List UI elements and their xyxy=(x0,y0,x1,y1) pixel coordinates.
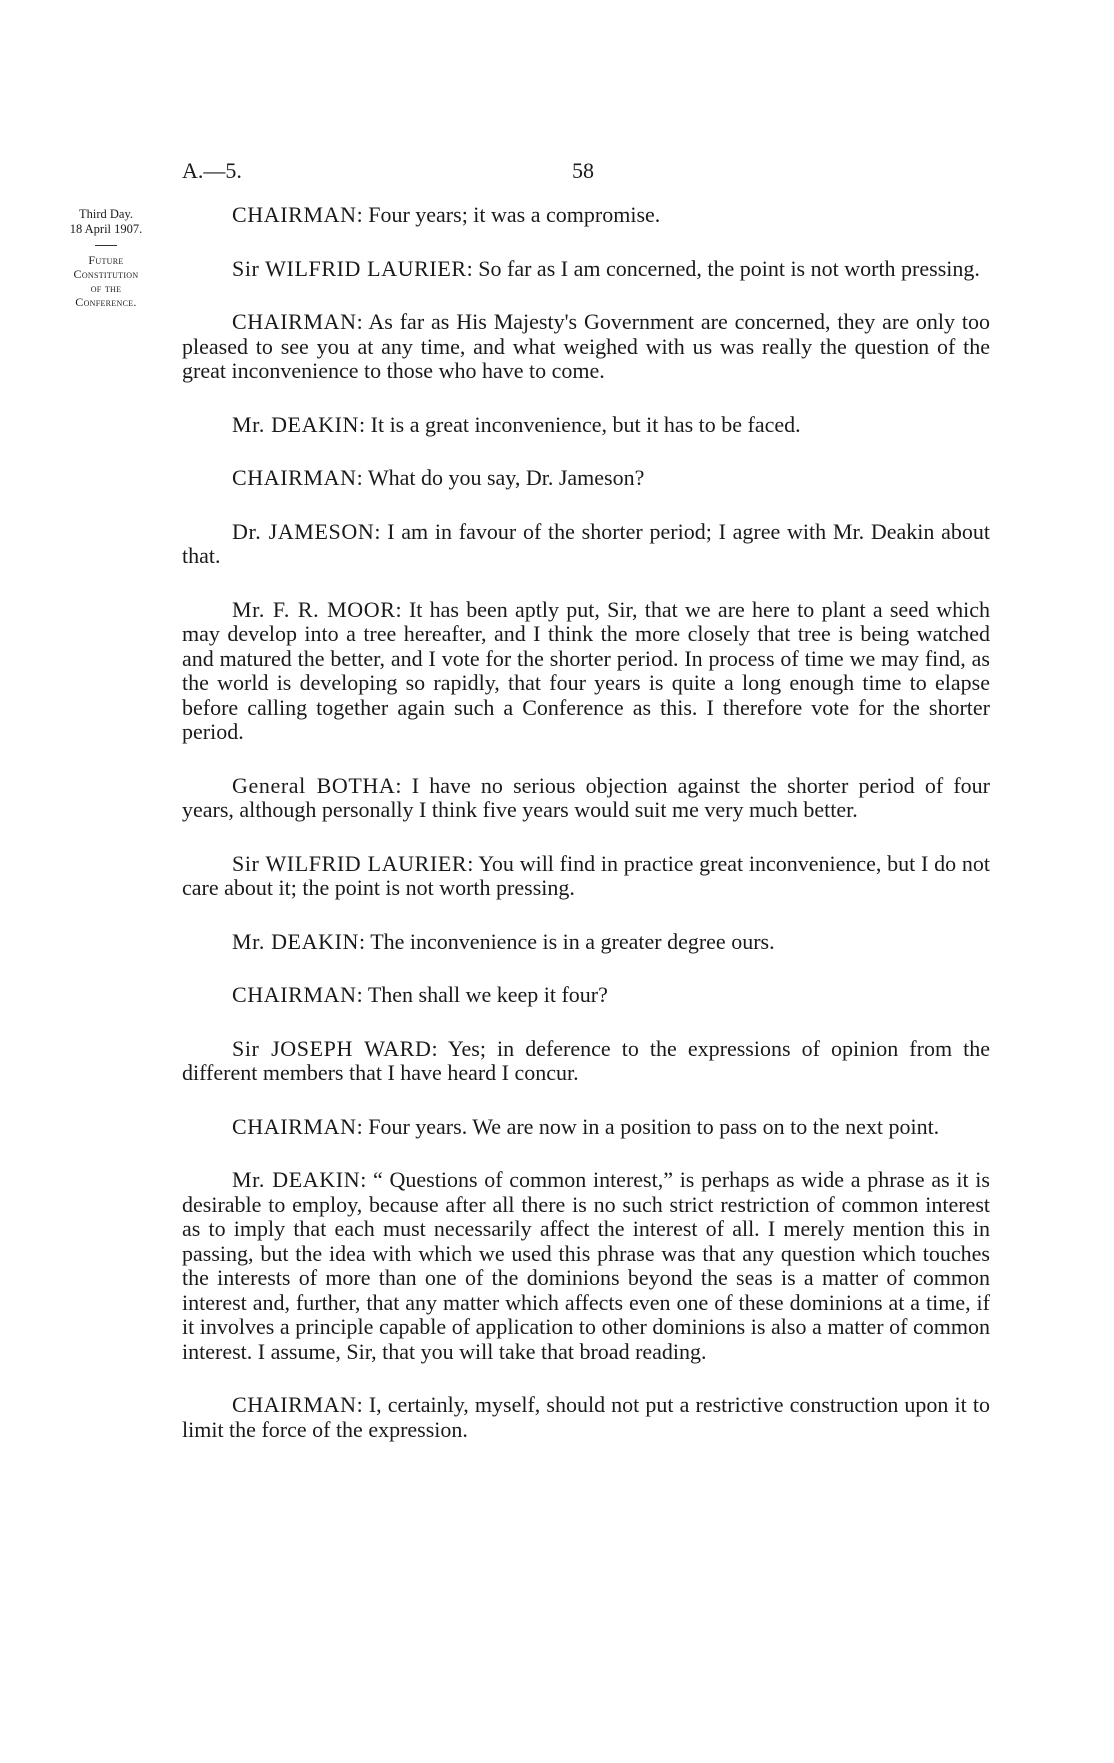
margin-note-topic-line: Conference. xyxy=(75,295,137,309)
margin-note-topic-line: Constitution xyxy=(73,267,139,281)
speaker-name: Mr. DEAKIN xyxy=(232,1167,361,1192)
transcript-paragraph: Mr. F. R. MOOR: It has been aptly put, Sir, that we are here to plant a seed which may develop into a tree hereafter, and I think the more closely that tree is being watched and matured the better, and I vote for the shorter period. In process of time we may find, as the world is developing so rapidly, that four years is quite a long enough time to elapse before calling together again such a Conference as this. I therefore vote for the shorter period. xyxy=(182,596,990,744)
document-reference: A.—5. xyxy=(182,158,242,183)
speaker-name: Dr. JAMESON xyxy=(232,518,375,544)
speaker-name: Sir WILFRID LAURIER xyxy=(232,850,468,876)
margin-note-divider xyxy=(95,245,117,246)
speech-text: I have no serious objection against the shorter period of four years, although personally I think five years would suit me very much better. xyxy=(182,772,990,822)
margin-note-day: Third Day. xyxy=(78,207,134,221)
margin-note-topic-line: Future xyxy=(88,253,124,267)
speech-text: So far as I am concerned, the point is not worth pressing. xyxy=(478,255,980,281)
speech-text: It is a great inconvenience, but it has to be faced. xyxy=(370,411,801,437)
speech-text: Then shall we keep it four? xyxy=(367,982,608,1007)
transcript-paragraph: Mr. DEAKIN: The inconvenience is in a greater degree ours. xyxy=(232,928,775,954)
speaker-name: Mr. DEAKIN xyxy=(232,928,359,954)
transcript-paragraph: Mr. DEAKIN: “ Questions of common interest,” is perhaps as wide a phrase as it is desirable to employ, because after all there is no such strict restriction of common interest as to imply that each must necessarily affect the interest of all. I merely mention this in passing, but the idea with which we used this phrase was that any question which touches the interests of more than one of the dominions beyond the seas is a matter of common interest and, further, that any matter which affects even one of these dominions at a time, if it involves a principle capable of application to other dominions is also a matter of common interest. I assume, Sir, that you will take that broad reading. xyxy=(182,1167,990,1364)
margin-note xyxy=(40,207,172,309)
speech-text: What do you say, Dr. Jameson? xyxy=(367,465,645,490)
speech-text: Four years. We are now in a position to pass on to the next point. xyxy=(368,1113,940,1139)
transcript-paragraph: Mr. DEAKIN: It is a great inconvenience, but it has to be faced. xyxy=(232,411,801,437)
speech-text: “ Questions of common interest,” is perhaps as wide a phrase as it is desirable to employ, because after all there is no such strict restriction of common interest as to imply that each must necessarily affect the interest of all. I merely mention this in passing, but the idea with which we used this phrase was that any question which touches the interests of more than one of the dominions beyond the seas is a matter of common interest and, further, that any matter which affects even one of these dominions at a time, if it involves a principle capable of application to other dominions is also a matter of common interest. I assume, Sir, that you will take that broad reading. xyxy=(182,1167,990,1364)
transcript-paragraph: Sir WILFRID LAURIER: You will find in practice great inconvenience, but I do not care about it; the point is not worth pressing. xyxy=(182,850,991,900)
speaker-name: Sir WILFRID LAURIER xyxy=(232,255,467,281)
transcript-paragraph: CHAIRMAN: Four years; it was a compromise. xyxy=(232,202,661,227)
speaker-name: CHAIRMAN xyxy=(232,465,357,490)
speech-text: As far as His Majesty's Government are concerned, they are only too pleased to see you at any time, and what weighed with us was really the question of the great inconvenience to those who have to come. xyxy=(182,309,990,383)
margin-note-topic-line: of the xyxy=(90,281,122,295)
speaker-name: General BOTHA xyxy=(232,772,396,798)
transcript-paragraph: General BOTHA: I have no serious objection against the shorter period of four years, although personally I think five years would suit me very much better. xyxy=(182,772,990,822)
transcript-paragraph: CHAIRMAN: I, certainly, myself, should not put a restrictive construction upon it to limit the force of the expression. xyxy=(182,1392,990,1442)
page-number: 58 xyxy=(572,158,594,183)
transcript-paragraph: Dr. JAMESON: I am in favour of the shorter period; I agree with Mr. Deakin about that. xyxy=(182,518,991,568)
speaker-name: Sir JOSEPH WARD xyxy=(232,1035,432,1061)
page-header xyxy=(182,158,992,188)
speech-text: The inconvenience is in a greater degree ours. xyxy=(370,928,775,954)
speaker-name: CHAIRMAN xyxy=(232,1113,357,1139)
speaker-name: CHAIRMAN xyxy=(232,982,357,1007)
speaker-name: Mr. DEAKIN xyxy=(232,411,359,437)
speech-text: I am in favour of the shorter period; I agree with Mr. Deakin about that. xyxy=(182,518,991,568)
speech-text: It has been aptly put, Sir, that we are here to plant a seed which may develop into a tree hereafter, and I think the more closely that tree is being watched and matured the better, and I vote for the shorter period. In process of time we may find, as the world is developing so rapidly, that four years is quite a long enough time to elapse before calling together again such a Conference as this. I therefore vote for the shorter period. xyxy=(182,596,990,744)
speech-text: Four years; it was a compromise. xyxy=(368,202,661,227)
transcript-paragraph: CHAIRMAN: Then shall we keep it four? xyxy=(232,982,608,1007)
speaker-name: CHAIRMAN xyxy=(232,202,357,227)
transcript-paragraph: Sir JOSEPH WARD: Yes; in deference to the expressions of opinion from the different members that I have heard I concur. xyxy=(182,1035,991,1085)
margin-note-date: 18 April 1907. xyxy=(69,222,143,236)
transcript-paragraph: CHAIRMAN: Four years. We are now in a position to pass on to the next point. xyxy=(232,1113,940,1139)
speech-text: I, certainly, myself, should not put a restrictive construction upon it to limit the force of the expression. xyxy=(182,1392,990,1442)
speaker-name: CHAIRMAN xyxy=(232,1392,357,1417)
transcript-paragraph: Sir WILFRID LAURIER: So far as I am concerned, the point is not worth pressing. xyxy=(232,255,980,281)
speaker-name: Mr. F. R. MOOR xyxy=(232,596,396,622)
speech-text: Yes; in deference to the expressions of opinion from the different members that I have heard I concur. xyxy=(182,1035,991,1085)
transcript-paragraph: CHAIRMAN: What do you say, Dr. Jameson? xyxy=(232,465,645,490)
speaker-name: CHAIRMAN xyxy=(232,309,357,334)
transcript-body xyxy=(182,203,990,1471)
transcript-paragraph: CHAIRMAN: As far as His Majesty's Government are concerned, they are only too pleased to see you at any time, and what weighed with us was really the question of the great inconvenience to those who have to come. xyxy=(182,309,990,383)
speech-text: You will find in practice great inconvenience, but I do not care about it; the point is not worth pressing. xyxy=(182,850,991,900)
